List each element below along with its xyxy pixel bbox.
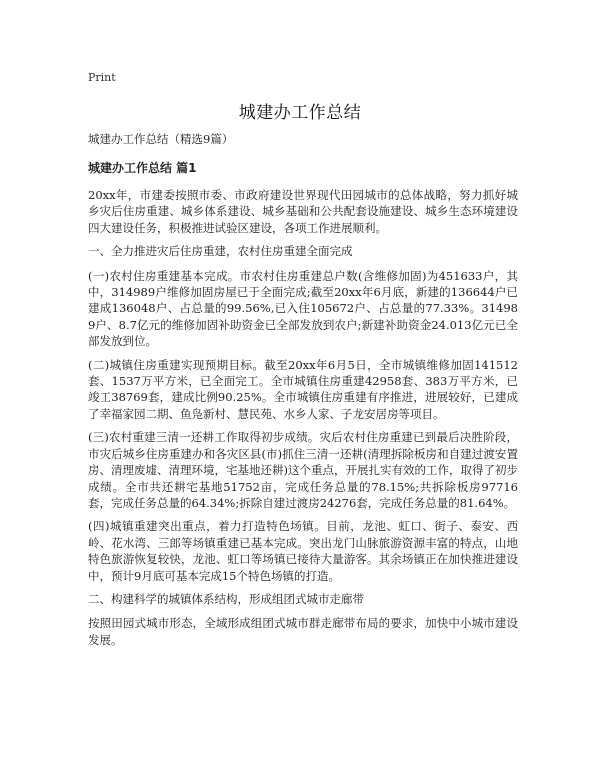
paragraph-city-cluster: 按照田园式城市形态，全域形成组团式城市群走廊带布局的要求，加快中小城市建设发展。 <box>88 616 518 647</box>
paragraph-town-rebuild: (四)城镇重建突出重点，着力打造特色场镇。目前，龙池、虹口、街子、泰安、西岭、花水湾、三郎等场镇重建已基本完成。突出龙门山脉旅游资源丰富的特点，山地特色旅游恢复较快，龙池、虹口等场镇已接待大量游客。其余场镇正在加快推进建设中，预计9月底可基本完成15个特色场镇的打造。 <box>88 519 518 583</box>
document-title: 城建办工作总结 <box>238 103 362 123</box>
paragraph-heading-1: 一、全力推进灾后住房重建，农村住房重建全面完成 <box>88 244 353 259</box>
paragraph-urban-housing: (二)城镇住房重建实现预期目标。截至20xx年6月5日，全市城镇维修加固141512套、1537万平方米，已全面完工。全市城镇住房重建42958套、383万平方米，已竣工38769套，建成比例90.25%。全市城镇住房重建有序推进，进展较好，已建成了幸福家园二期、鱼凫新村、慧民苑、水乡人家、子龙安居房等项目。 <box>88 357 518 421</box>
paragraph-intro: 20xx年，市建委按照市委、市政府建设世界现代田园城市的总体战略，努力抓好城乡灾后住房重建、城乡体系建设、城乡基础和公共配套设施建设、城乡生态环境建设四大建设任务，积极推进试验区建设，各项工作进展顺利。 <box>88 188 518 235</box>
paragraph-rural-housing: (一)农村住房重建基本完成。市农村住房重建总户数(含维修加固)为451633户，其中，314989户维修加固房屋已于全面完成;截至20xx年6月底，新建的136644户已建成136048户、占总量的99.56%,已入住105672户、占总量的77.33%。314989户、8.7亿元的维修加固补助资金已全部发放到农户;新建补助资金24.013亿元已全部发放到位。 <box>88 268 518 349</box>
document-subtitle: 城建办工作总结（精选9篇） <box>88 132 234 146</box>
document-body <box>88 131 518 655</box>
paragraph-heading-2: 二、构建科学的城镇体系结构，形成组团式城市走廊带 <box>88 591 364 606</box>
section-heading: 城建办工作总结 篇1 <box>88 161 197 175</box>
print-link[interactable]: Print <box>88 71 116 84</box>
paragraph-three-clear: (三)农村重建三清一还耕工作取得初步成绩。灾后农村住房重建已到最后决胜阶段，市灾后城乡住房重建办和各灾区县(市)抓住三清一还耕(清理拆除板房和自建过渡安置房、清理废墟、清理环境，宅基地还耕)这个重点，开展扎实有效的工作，取得了初步成绩。全市共还耕宅基地51752亩，完成任务总量的78.15%;共拆除板房97716套，完成任务总量的64.34%;拆除自建过渡房24276套，完成任务总量的81.64%。 <box>88 430 518 510</box>
